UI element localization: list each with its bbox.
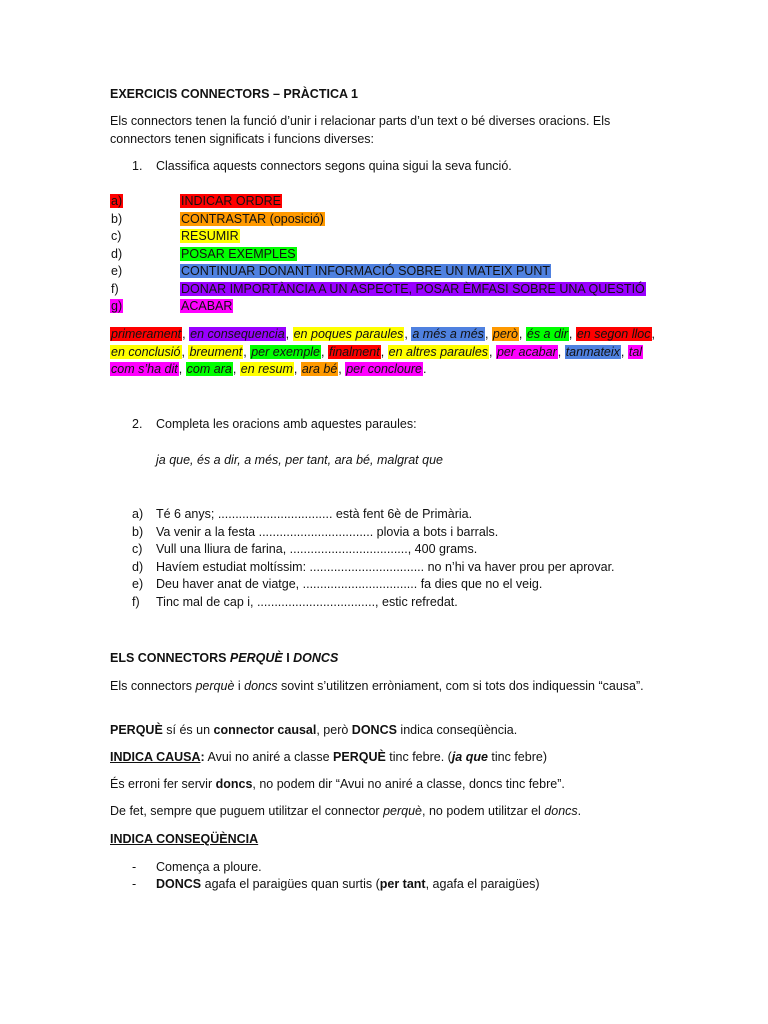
connector-line bbox=[110, 327, 655, 341]
connector-separator: , bbox=[489, 344, 496, 359]
exercise-1-number: 1. bbox=[132, 159, 143, 173]
connector-separator: , bbox=[232, 362, 240, 376]
connector-separator: , bbox=[181, 344, 189, 359]
text-run: DONCS bbox=[351, 723, 397, 737]
category-label: CONTRASTAR (oposició) bbox=[181, 211, 324, 226]
section-heading bbox=[110, 651, 338, 665]
text-run: De fet, sempre que puguem utilitzar el connector bbox=[110, 804, 384, 818]
connector-word: és a dir bbox=[526, 327, 568, 341]
connector-line bbox=[110, 362, 426, 376]
connector-word: a més a més bbox=[412, 327, 484, 341]
connector-word: primerament bbox=[111, 327, 182, 341]
bullet-marker: - bbox=[132, 860, 137, 874]
paragraph-causal-vs-consequence bbox=[110, 723, 517, 737]
intro-paragraph: Els connectors tenen la funció d’unir i relacionar parts d’un text o bé diverses oracions. Els connectors tenen significats i funcions diverses: bbox=[110, 114, 611, 146]
text-run: doncs bbox=[215, 777, 253, 791]
text-run: agafa el paraigües quan surtis ( bbox=[201, 877, 380, 891]
text-run: , agafa el paraigües) bbox=[425, 877, 540, 891]
connector-separator: . bbox=[422, 362, 427, 376]
connector-separator: , bbox=[380, 344, 388, 359]
text-run: ja que bbox=[451, 750, 488, 764]
category-letter: a) bbox=[111, 194, 123, 208]
heading-part: I bbox=[282, 651, 294, 665]
connector-word: en consequencia bbox=[190, 327, 285, 341]
text-run: , no podem dir “Avui no aniré a classe, doncs tinc febre”. bbox=[252, 777, 565, 791]
exercise-2-instruction: Completa les oracions amb aquestes paraules: bbox=[156, 417, 417, 431]
category-letter: c) bbox=[111, 229, 122, 243]
text-run: PERQUÈ bbox=[110, 723, 163, 737]
sentence-letter: a) bbox=[132, 507, 144, 521]
category-label: DONAR IMPORTÀNCIA A UN ASPECTE, POSAR ÈMFASI SOBRE UNA QUESTIÓ bbox=[181, 281, 645, 296]
connector-separator: , bbox=[518, 327, 526, 341]
connector-separator: , bbox=[293, 362, 301, 376]
connector-word: com s’ha dit bbox=[111, 362, 178, 376]
category-letter: f) bbox=[111, 281, 119, 296]
paragraph-indica-causa bbox=[110, 750, 547, 764]
heading-perque: PERQUÈ bbox=[229, 651, 283, 665]
connector-separator: , bbox=[178, 362, 186, 376]
paragraph-rule bbox=[110, 804, 581, 818]
paragraph-incorrect-usage bbox=[110, 777, 565, 791]
text-run: , però bbox=[316, 723, 352, 737]
text-run: indica conseqüència. bbox=[396, 723, 518, 737]
connector-word: per exemple bbox=[251, 344, 321, 359]
connector-separator: , bbox=[557, 344, 565, 359]
sentence-letter: c) bbox=[132, 542, 143, 556]
bullet-marker: - bbox=[132, 877, 137, 891]
text-run: : bbox=[200, 750, 205, 764]
text-run: Avui no aniré a classe bbox=[204, 750, 334, 764]
text-run: Els connectors bbox=[110, 679, 196, 693]
heading-doncs: DONCS bbox=[293, 651, 339, 665]
text-run: i bbox=[234, 679, 245, 693]
sentence-text: Vull una lliura de farina, .................................., 400 grams. bbox=[156, 542, 478, 556]
text-run: doncs bbox=[544, 804, 578, 818]
text-run: perquè bbox=[195, 679, 235, 693]
text-run: sí és un bbox=[162, 723, 214, 737]
exercise-2-number: 2. bbox=[132, 417, 143, 431]
sentence-letter: b) bbox=[132, 524, 144, 539]
category-label: CONTINUAR DONANT INFORMACIÓ SOBRE UN MATEIX PUNT bbox=[181, 264, 551, 278]
connector-word: en conclusió bbox=[111, 344, 181, 359]
connector-word: tal bbox=[628, 344, 643, 359]
connector-word: en segon lloc bbox=[576, 327, 651, 341]
text-run: per tant bbox=[379, 877, 426, 891]
connector-word: per acabar bbox=[496, 344, 557, 359]
exercise-2-word-bank: ja que, és a dir, a més, per tant, ara bé, malgrat que bbox=[156, 453, 443, 467]
connector-separator: , bbox=[568, 327, 576, 341]
connector-separator: , bbox=[484, 327, 492, 341]
connector-word: però bbox=[492, 327, 518, 341]
paragraph-error-explanation bbox=[110, 678, 658, 696]
connector-word: en resum bbox=[240, 362, 293, 376]
text-run: tinc febre) bbox=[487, 750, 547, 764]
connector-word: finalment bbox=[328, 344, 380, 359]
exercise-1-instruction: Classifica aquests connectors segons quina sigui la seva funció. bbox=[156, 159, 512, 173]
category-letter: b) bbox=[111, 211, 123, 226]
connector-separator: , bbox=[404, 327, 412, 341]
sentence-text: Tinc mal de cap i, .................................., estic refredat. bbox=[156, 594, 458, 609]
category-label: POSAR EXEMPLES bbox=[181, 246, 296, 261]
text-run: És erroni fer servir bbox=[110, 777, 216, 791]
text-run: perquè bbox=[383, 804, 422, 818]
connector-separator: , bbox=[285, 327, 293, 341]
sentence-letter: f) bbox=[132, 594, 140, 609]
text-run: tinc febre. ( bbox=[385, 750, 452, 764]
category-label: RESUMIR bbox=[181, 229, 239, 243]
sentence-text: Va venir a la festa ................................. plovia a bots i barrals. bbox=[156, 524, 499, 539]
connector-word: en poques paraules bbox=[293, 327, 404, 341]
text-run: connector causal bbox=[213, 723, 317, 737]
text-run: , no podem utilitzar el bbox=[422, 804, 545, 818]
connector-word: tanmateix bbox=[565, 344, 620, 359]
connector-separator: , bbox=[243, 344, 251, 359]
text-run: sovint s’utilitzen erròniament, com si tots dos indiquessin “causa”. bbox=[277, 679, 644, 693]
category-label: ACABAR bbox=[181, 299, 233, 313]
sentence-letter: e) bbox=[132, 577, 144, 591]
sentence-text: Havíem estudiat moltíssim: ................................. no n’hi va haver prou per aprovar. bbox=[156, 559, 615, 574]
connector-word: breument bbox=[189, 344, 243, 359]
connector-separator: , bbox=[182, 327, 190, 341]
text-run: DONCS bbox=[156, 877, 202, 891]
bullet-item bbox=[156, 877, 540, 891]
text-run: doncs bbox=[244, 679, 278, 693]
document-title: EXERCICIS CONNECTORS – PRÀCTICA 1 bbox=[110, 87, 358, 101]
connector-line bbox=[110, 345, 643, 359]
connector-separator: , bbox=[620, 344, 628, 359]
sentence-letter: d) bbox=[132, 559, 144, 574]
text-run: . bbox=[577, 804, 582, 818]
text-run: PERQUÈ bbox=[333, 750, 386, 764]
heading-part: ELS CONNECTORS bbox=[110, 651, 230, 665]
category-letter: e) bbox=[111, 264, 123, 278]
connector-separator: , bbox=[338, 362, 346, 376]
bullet-item: Comença a ploure. bbox=[156, 860, 262, 874]
connector-word: ara bé bbox=[301, 362, 338, 376]
heading-indica-consequencia: INDICA CONSEQÜÈNCIA bbox=[110, 832, 259, 846]
connector-word: per concloure bbox=[346, 362, 422, 376]
category-letter: d) bbox=[111, 246, 123, 261]
connector-separator: , bbox=[321, 344, 328, 359]
text-run: INDICA CAUSA bbox=[110, 750, 201, 764]
connector-word: en altres paraules bbox=[388, 344, 489, 359]
connector-word: com ara bbox=[186, 362, 232, 376]
category-label: INDICAR ORDRE bbox=[181, 194, 282, 208]
sentence-text: Deu haver anat de viatge, ................................. fa dies que no el veig. bbox=[156, 577, 543, 591]
connector-separator: , bbox=[651, 327, 655, 341]
category-letter: g) bbox=[111, 299, 123, 313]
sentence-text: Té 6 anys; ................................. està fent 6è de Primària. bbox=[156, 507, 473, 521]
